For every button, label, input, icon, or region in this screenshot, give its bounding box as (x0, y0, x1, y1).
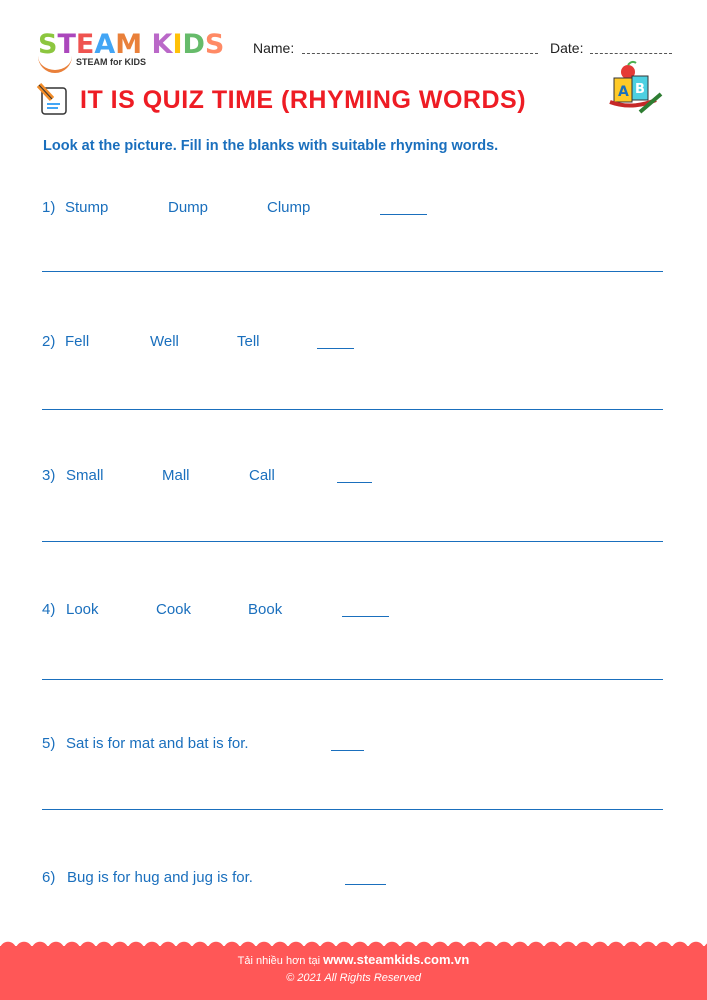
rhyme-word: Cook (156, 601, 192, 618)
answer-line[interactable] (42, 679, 663, 680)
question-sentence: Sat is for mat and bat is for. (66, 735, 249, 752)
date-label: Date: (550, 40, 584, 56)
answer-blank[interactable] (380, 214, 427, 215)
date-field[interactable] (590, 53, 672, 54)
answer-blank[interactable] (345, 884, 386, 885)
pencil-paper-icon (36, 82, 72, 116)
rhyme-word: Dump (168, 199, 209, 216)
question-number: 6) (42, 869, 56, 886)
answer-blank[interactable] (342, 616, 389, 617)
rhyme-word: Small (66, 467, 104, 484)
rhyme-word: Tell (237, 333, 260, 350)
question-number: 3) (42, 467, 56, 484)
answer-blank[interactable] (317, 348, 354, 349)
name-label: Name: (253, 40, 295, 56)
rhyme-word: Stump (65, 199, 109, 216)
rhyme-word: Mall (162, 467, 190, 484)
answer-line[interactable] (42, 409, 663, 410)
rhyme-word: Fell (65, 333, 90, 350)
question-sentence: Bug is for hug and jug is for. (67, 869, 253, 886)
abc-book-icon (606, 60, 666, 116)
rhyme-word: Clump (267, 199, 311, 216)
rhyme-word: Look (66, 601, 99, 618)
question-number: 5) (42, 735, 56, 752)
steam-kids-logo: STEAM KIDS (38, 29, 225, 60)
svg-text:B: B (635, 82, 645, 97)
question-number: 2) (42, 333, 56, 350)
answer-blank[interactable] (337, 482, 372, 483)
footer-prefix: Tải nhiều hơn tại (237, 955, 321, 967)
footer-website-line (0, 952, 707, 967)
instruction-text: Look at the picture. Fill in the blanks with suitable rhyming words. (43, 138, 499, 154)
question-number: 1) (42, 199, 56, 216)
rhyme-word: Book (248, 601, 283, 618)
rhyme-word: Well (150, 333, 179, 350)
answer-line[interactable] (42, 271, 663, 272)
name-field[interactable] (302, 53, 538, 54)
page-title: IT IS QUIZ TIME (RHYMING WORDS) (80, 86, 527, 114)
logo-subtitle: STEAM for KIDS (76, 57, 147, 67)
answer-line[interactable] (42, 809, 663, 810)
footer-copyright: © 2021 All Rights Reserved (286, 972, 421, 984)
svg-text:A: A (618, 84, 629, 100)
answer-blank[interactable] (331, 750, 364, 751)
logo-swoosh-icon (38, 56, 72, 73)
footer-website-link[interactable]: www.steamkids.com.vn (323, 952, 470, 967)
question-number: 4) (42, 601, 56, 618)
rhyme-word: Call (249, 467, 275, 484)
answer-line[interactable] (42, 541, 663, 542)
